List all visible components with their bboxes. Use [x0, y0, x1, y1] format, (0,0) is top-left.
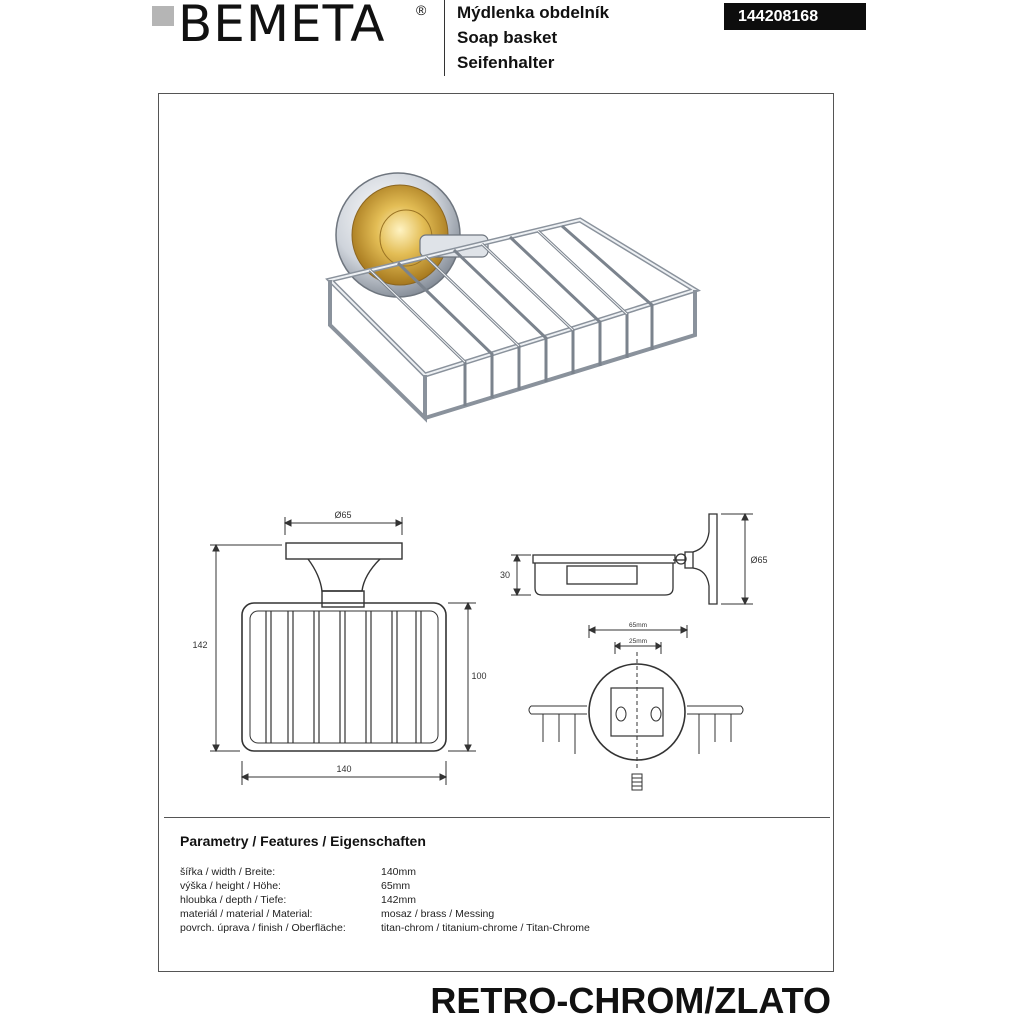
features-divider	[164, 817, 830, 818]
dim-basket-width: 140	[336, 764, 352, 774]
logo-square-icon	[152, 6, 174, 26]
feature-value: 140mm	[381, 866, 417, 878]
registered-mark: ®	[416, 2, 427, 18]
finish-title: RETRO-CHROM/ZLATO	[430, 980, 831, 1021]
feature-label: materiál / material / Material:	[180, 908, 313, 920]
dim-mount-inner: 25mm	[628, 638, 648, 645]
feature-value: titan-chrom / titanium-chrome / Titan-Chrome	[381, 922, 590, 934]
brand-logo: BEMETA	[178, 0, 386, 53]
dim-front-width: Ø65	[334, 510, 352, 520]
product-code-badge: 144208168	[724, 3, 866, 30]
front-dimension-drawing	[190, 505, 490, 795]
feature-value: 142mm	[381, 894, 417, 906]
feature-label: povrch. úprava / finish / Oberfläche:	[180, 922, 346, 934]
dim-side-diameter: Ø65	[750, 555, 768, 565]
product-name-cz: Mýdlenka obdelník	[457, 3, 610, 22]
mounting-detail-drawing	[525, 620, 750, 795]
product-name-en: Soap basket	[457, 28, 558, 47]
product-photo	[300, 150, 710, 430]
dim-front-height: 142	[192, 640, 208, 650]
header-divider	[444, 0, 445, 76]
dim-basket-height: 100	[471, 671, 487, 681]
features-title: Parametry / Features / Eigenschaften	[180, 833, 426, 849]
feature-value: 65mm	[381, 880, 411, 892]
side-dimension-drawing	[495, 508, 780, 613]
dim-mount-outer: 65mm	[628, 622, 648, 629]
product-names	[457, 0, 609, 75]
feature-label: výška / height / Höhe:	[180, 880, 281, 892]
feature-label: šířka / width / Breite:	[180, 866, 276, 878]
feature-label: hloubka / depth / Tiefe:	[180, 894, 287, 906]
feature-value: mosaz / brass / Messing	[381, 908, 495, 920]
dim-side-height: 30	[499, 570, 511, 580]
product-name-de: Seifenhalter	[457, 53, 555, 72]
